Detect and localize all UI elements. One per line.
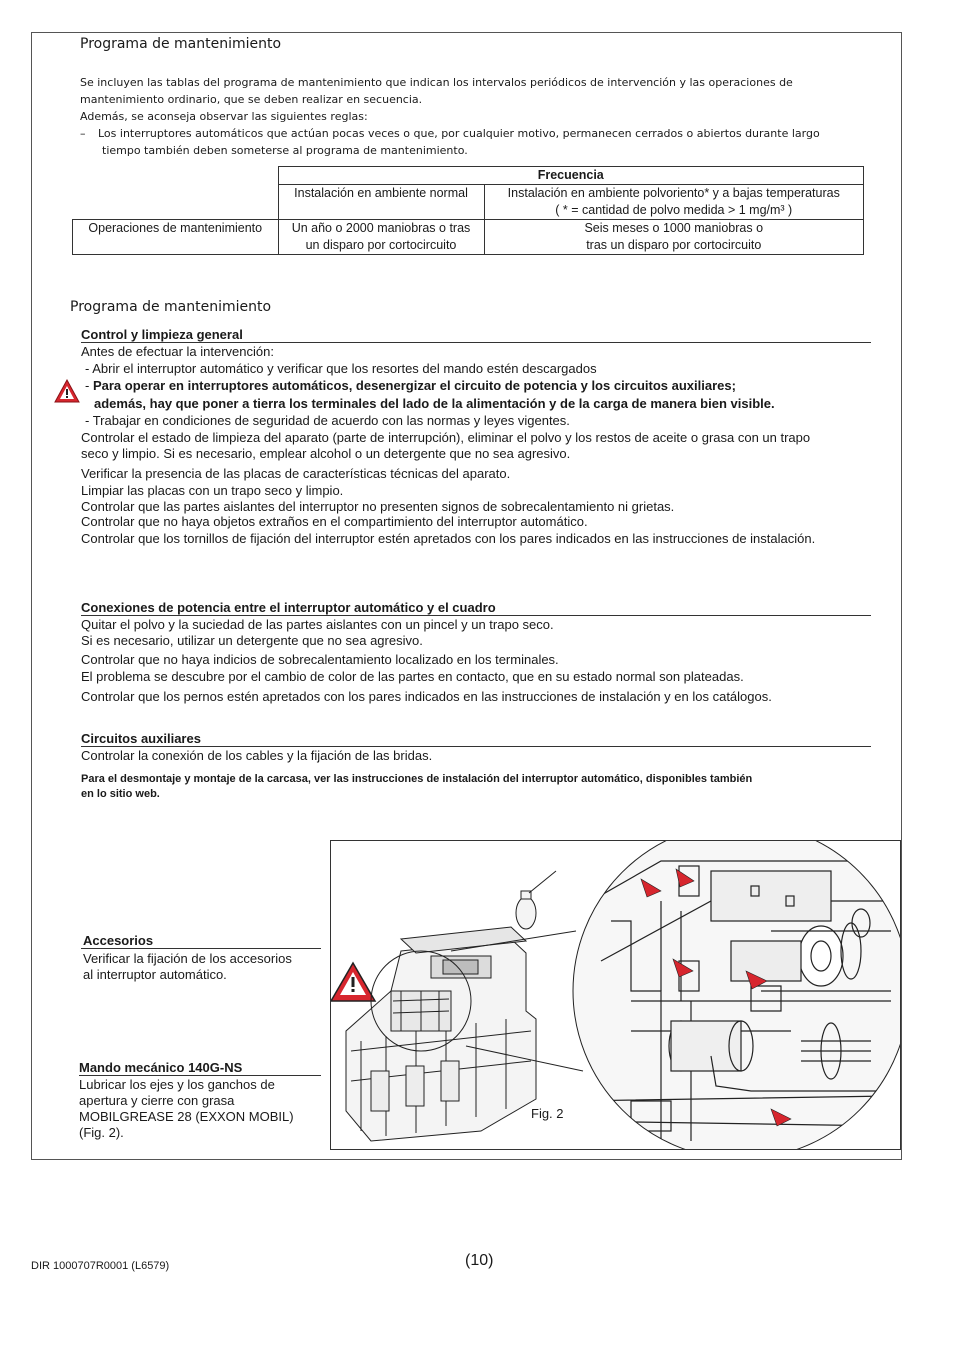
conexiones-line-5: Controlar que los pernos estén apretados con los pares indicados en las instrucciones de instalación y en los catálogos. [81,689,772,704]
control-line-3-dash: - [85,378,93,393]
control-line-6: Controlar el estado de limpieza del aparato (parte de interrupción), eliminar el polvo y los restos de aceite o grasa con un trapo [81,430,811,445]
control-line-3-bold: Para operar en interruptores automáticos, desenergizar el circuito de potencia y los circuitos auxiliares; [92,378,736,393]
control-heading: Control y limpieza general [81,327,243,342]
control-line-7: seco y limpio. Si es necesario, emplear alcohol o un detergente que no sea agresivo. [81,446,571,461]
mando-line-1: Lubricar los ejes y los ganchos de [79,1077,275,1092]
control-line-1: Antes de efectuar la intervención: [81,344,274,359]
section-title-2: Programa de mantenimiento [70,299,272,315]
control-line-4: además, hay que poner a tierra los terminales del lado de la alimentación y de la carga de manera bien visible. [94,396,775,411]
conexiones-line-4: El problema se descubre por el cambio de color de las partes en contacto, que en su estado normal son plateadas. [81,669,744,684]
control-line-5: - Trabajar en condiciones de seguridad de acuerdo con las normas y leyes vigentes. [85,413,570,428]
breaker-illustration [331,841,901,1150]
table-header: Frecuencia [278,167,864,185]
figure-2 [330,840,901,1150]
warning-triangle-icon [54,379,80,403]
auxiliares-heading: Circuitos auxiliares [81,731,201,746]
conexiones-line-2: Si es necesario, utilizar un detergente que no sea agresivo. [81,633,423,648]
conexiones-line-3: Controlar que no haya indicios de sobrecalentamiento localizado en los terminales. [81,652,559,667]
intro-line-1: Se incluyen las tablas del programa de mantenimiento que indican los intervalos periódicos de intervención y las operaciones de [80,76,793,89]
mando-rule [79,1075,321,1076]
table-cell-dusty-line-2: tras un disparo por cortocircuito [586,238,762,252]
table-col-dusty-line-1: Instalación en ambiente polvoriento* y a bajas temperaturas [507,186,840,200]
rule-dash: – [80,127,86,140]
mando-line-4: (Fig. 2). [79,1125,124,1140]
figure-caption: Fig. 2 [531,1106,564,1121]
accesorios-heading: Accesorios [83,933,154,948]
auxiliares-note-1: Para el desmontaje y montaje de la carcasa, ver las instrucciones de instalación del interruptor automático, disponibles también [81,773,753,785]
table-cell-normal [278,220,484,255]
rule-line-1: Los interruptores automáticos que actúan pocas veces o que, por cualquier motivo, permanecen cerrados o abiertos durante largo [98,127,820,140]
table-row-label: Operaciones de mantenimiento [73,220,279,255]
rule-line-2: tiempo también deben someterse al programa de mantenimiento. [102,144,468,157]
auxiliares-note-2: en lo sitio web. [81,788,160,800]
control-line-3 [85,378,736,394]
table-cell-normal-line-1: Un año o 2000 maniobras o tras [291,221,471,235]
conexiones-rule [81,615,871,616]
table-col-dusty-line-2: ( * = cantidad de polvo medida > 1 mg/m³ ) [555,203,793,217]
mando-line-2: apertura y cierre con grasa [79,1093,235,1108]
accesorios-rule [81,948,321,949]
intro-line-3: Además, se aconseja observar las siguientes reglas: [80,110,368,123]
page-number: (10) [465,1252,494,1269]
table-cell-dusty [484,220,864,255]
mando-line-3: MOBILGREASE 28 (EXXON MOBIL) [79,1109,294,1124]
conexiones-heading: Conexiones de potencia entre el interruptor automático y el cuadro [81,600,496,615]
table-col-normal: Instalación en ambiente normal [278,185,484,220]
control-line-9: Limpiar las placas con un trapo seco y limpio. [81,483,344,498]
accesorios-line-1: Verificar la fijación de los accesorios [83,951,292,966]
control-line-10: Controlar que las partes aislantes del interruptor no presenten signos de sobrecalentamiento ni grietas. [81,499,675,514]
auxiliares-rule [81,746,871,747]
doc-code: DIR 1000707R0001 (L6579) [31,1260,170,1272]
mando-heading: Mando mecánico 140G-NS [79,1060,243,1075]
section-title: Programa de mantenimiento [80,36,282,52]
frequency-table [72,166,864,255]
control-line-12: Controlar que los tornillos de fijación del interruptor estén apretados con los pares indicados en las instrucciones de instalación. [81,531,816,546]
control-line-8: Verificar la presencia de las placas de características técnicas del aparato. [81,466,511,481]
warning-triangle-icon [331,963,375,1001]
accesorios-line-2: al interruptor automático. [83,967,227,982]
auxiliares-line-1: Controlar la conexión de los cables y la fijación de las bridas. [81,748,433,763]
control-line-11: Controlar que no haya objetos extraños en el compartimiento del interruptor automático. [81,514,588,529]
control-rule [81,342,871,343]
table-col-dusty [484,185,864,220]
table-cell-dusty-line-1: Seis meses o 1000 maniobras o [584,221,764,235]
control-line-2: - Abrir el interruptor automático y verificar que los resortes del mando estén descargados [85,361,597,376]
conexiones-line-1: Quitar el polvo y la suciedad de las partes aislantes con un pincel y un trapo seco. [81,617,554,632]
intro-line-2: mantenimiento ordinario, que se deben realizar en secuencia. [80,93,423,106]
table-cell-normal-line-2: un disparo por cortocircuito [305,238,457,252]
oil-can-icon [516,871,556,929]
